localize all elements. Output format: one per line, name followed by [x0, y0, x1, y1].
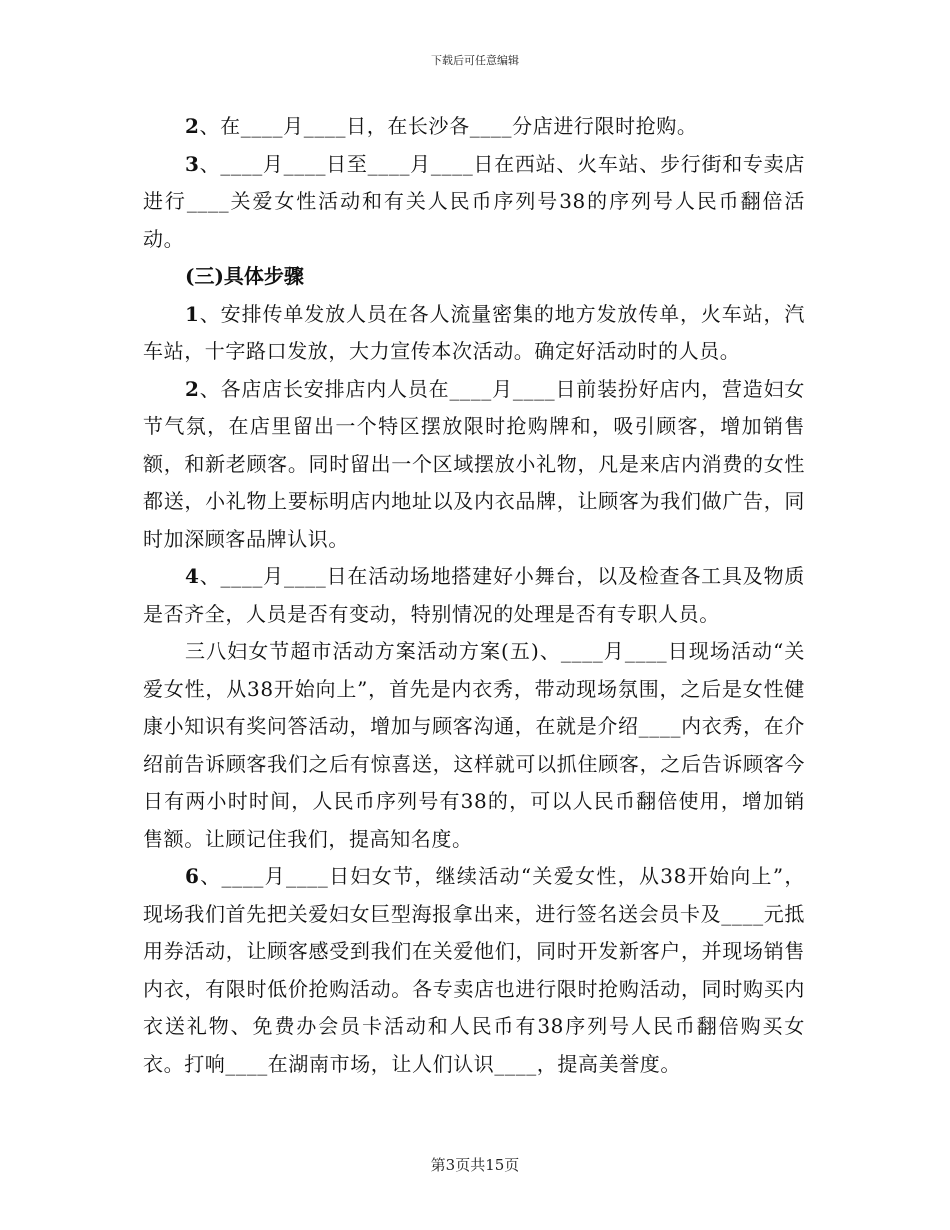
paragraph-text: 三八妇女节超市活动方案活动方案(五)、____月____日现场活动“关爱女性，从38开始向上”，首先是内衣秀，带动现场氛围，之后是女性健康小知识有奖问答活动，增加与顾客沟通，在就是介绍____内衣秀，在介绍前告诉顾客我们之后有惊喜送，这样就可以抓住顾客，之后告诉顾客今日有两小时时间，人民币序列号有38的，可以人民币翻倍使用，增加销售额。让顾记住我们，提高知名度。: [143, 639, 805, 851]
item-number: 1: [185, 301, 200, 326]
item-number: 3: [185, 151, 200, 176]
item-number: 4: [185, 564, 200, 588]
paragraph-text: 、在____月____日，在长沙各____分店进行限时抢购。: [199, 114, 698, 138]
paragraph-step-6: [143, 858, 805, 1083]
paragraph-step-4: [143, 558, 805, 633]
paragraph-text: 、____月____日妇女节，继续活动“关爱女性，从38开始向上”，现场我们首先把关爱妇女巨型海报拿出来，进行签名送会员卡及____元抵用券活动，让顾客感受到我们在关爱他们，同时开发新客户，并现场销售内衣，有限时低价抢购活动。各专卖店也进行限时抢购活动，同时购买内衣送礼物、免费办会员卡活动和人民币有38序列号人民币翻倍购买女衣。打响____在湖南市场，让人们认识____，提高美誉度。: [143, 864, 805, 1076]
paragraph-step-5: [143, 633, 805, 858]
paragraph-text: 、____月____日在活动场地搭建好小舞台，以及检查各工具及物质是否齐全，人员是否有变动，特别情况的处理是否有专职人员。: [143, 564, 805, 626]
paragraph-text: 、安排传单发放人员在各人流量密集的地方发放传单，火车站，汽车站，十字路口发放，大力宣传本次活动。确定好活动时的人员。: [143, 301, 805, 363]
section-heading: (三)具体步骤: [185, 264, 304, 288]
page-header: 下载后可任意编辑: [431, 54, 519, 67]
paragraph-step-1: [143, 296, 805, 371]
document-body: [143, 108, 805, 1083]
paragraph-text: 、各店店长安排店内人员在____月____日前装扮好店内，营造妇女节气氛，在店里留出一个特区摆放限时抢购牌和，吸引顾客，增加销售额，和新老顾客。同时留出一个区域摆放小礼物，凡是来店内消费的女性都送，小礼物上要标明店内地址以及内衣品牌，让顾客为我们做广告，同时加深顾客品牌认识。: [143, 376, 805, 551]
paragraph-step-2-date: [143, 108, 805, 146]
paragraph-step-3-date: [143, 146, 805, 259]
item-number: 6: [185, 864, 200, 888]
page-footer: 第3页共15页: [430, 1156, 520, 1174]
paragraph-step-2: [143, 371, 805, 559]
paragraph-text: 、____月____日至____月____日在西站、火车站、步行街和专卖店进行____关爱女性活动和有关人民币序列号38的序列号人民币翻倍活动。: [143, 151, 805, 251]
item-number: 2: [185, 376, 200, 401]
item-number: 2: [185, 114, 200, 138]
